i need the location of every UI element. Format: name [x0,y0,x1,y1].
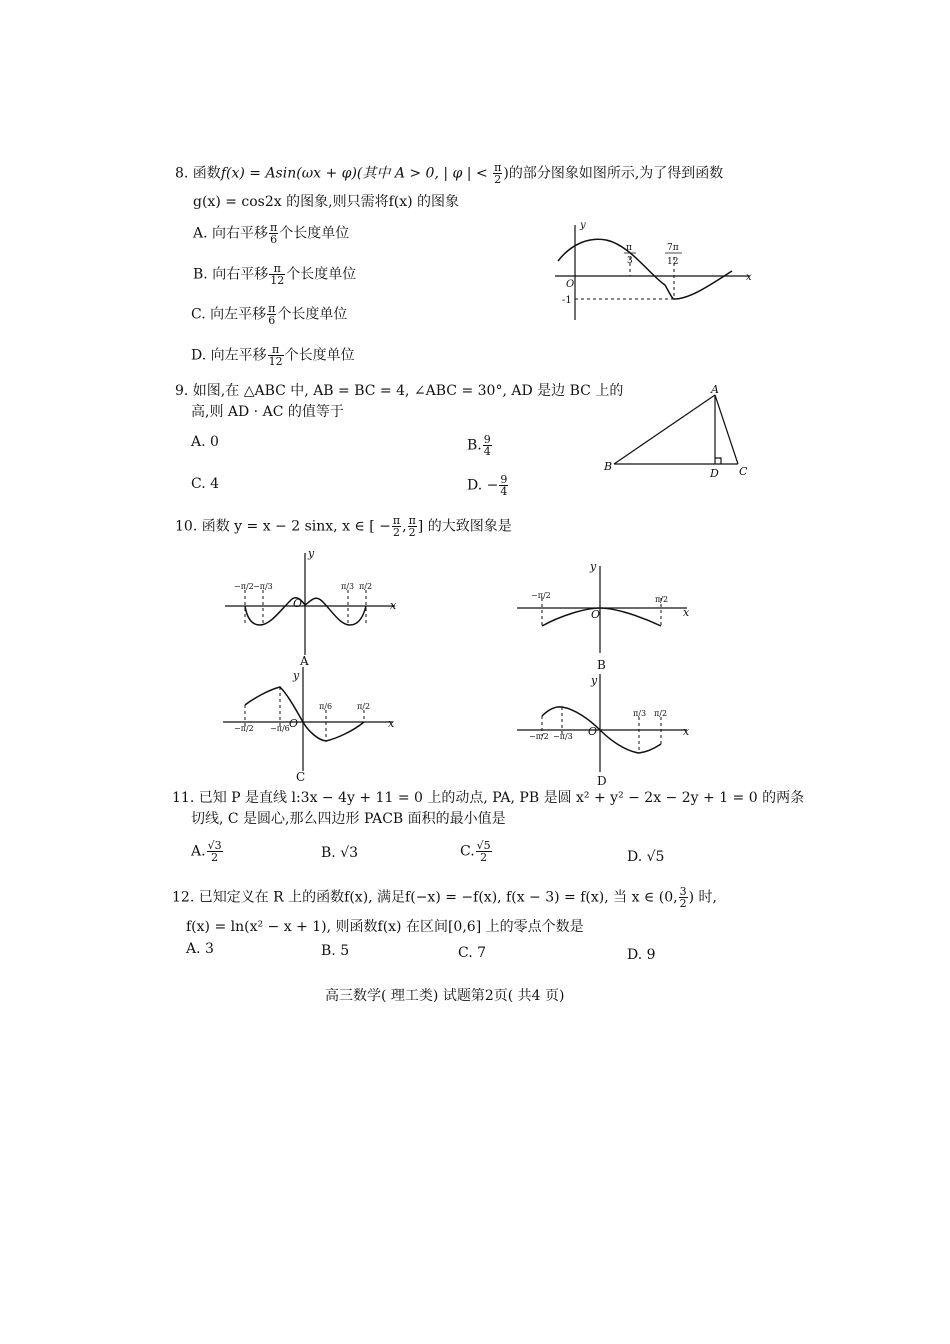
q8-label-pi3-den: 3 [627,256,633,266]
graph-a-caption: A [300,654,309,668]
q10-graph-c [218,665,403,785]
graph-d-label-origin: O [588,725,598,738]
graph-b-tick-neg-pi2: −π/2 [531,591,551,600]
q9-option-b: B. $\frac{9}{4}$ [467,433,491,458]
q8-label-7pi12-num: 7π [667,243,679,253]
graph-a-tick-neg-pi2: −π/2 [234,582,254,591]
q10-stem: 10. 函数 y = x − 2 sinx, x ∈ [ − $\frac{\pi}{2}$ , $\frac{\pi}{2}$ ] 的大致图象是 [175,514,512,539]
q8-option-b: B. 向右平移 $\frac{\pi}{12}$ 个长度单位 [193,262,357,287]
q8-stem-line1: 8. 函数f(x) = Asin(ωx + φ)(其中 A > 0, | φ | < $\frac{\pi}{2}$ )的部分图象如图所示,为了得到函数 [175,161,724,186]
q12-option-d: D. 9 [627,947,656,963]
q10-graph-a [220,545,405,670]
q8-label-7pi12-den: 12 [667,257,679,267]
graph-c-label-y: y [293,669,300,682]
q9-option-c: C. 4 [191,476,220,492]
q9-side-ac [715,395,738,464]
graph-a-tick-pi3: π/3 [341,582,355,591]
q11-stem-line2: 切线, C 是圆心,那么四边形 PACB 面积的最小值是 [191,811,506,827]
q9-triangle-figure [600,385,750,480]
graph-b-curve [542,608,661,626]
q11-option-a: A. $\frac{√3}{2}$ [191,839,222,864]
q11-stem-line1: 11. 已知 P 是直线 l:3x − 4y + 11 = 0 上的动点, PA, PB 是圆 x² + y² − 2x − 2y + 1 = 0 的两条 [172,790,805,806]
page-footer: 高三数学( 理工类) 试题第2页( 共4 页) [325,988,565,1004]
q10-graph-b [515,558,700,673]
graph-c-curve [245,687,364,741]
q8-option-a: A. 向右平移 $\frac{\pi}{6}$ 个长度单位 [193,221,350,246]
graph-c-tick-neg-pi2: −π/2 [234,724,254,733]
graph-b-caption: B [597,658,606,672]
q9-option-d: D. − $\frac{9}{4}$ [467,473,508,498]
q9-right-angle-mark [715,458,721,464]
q9-stem-line2: 高,则 AD · AC 的值等于 [191,404,344,420]
q12-stem-line2: f(x) = ln(x² − x + 1), 则函数f(x) 在区间[0,6] 上的零点个数是 [186,919,584,935]
q10-graph-d [515,672,700,792]
graph-b-label-x: x [683,606,690,619]
graph-d-label-y: y [591,674,598,687]
graph-c-caption: C [296,770,306,784]
graph-d-caption: D [597,774,607,788]
graph-c-tick-neg-pi6: −π/6 [270,724,290,733]
graph-b-label-y: y [590,560,597,573]
q9-label-c: C [739,465,748,478]
q9-label-b: B [604,460,613,473]
q9-side-ab [614,395,715,464]
q8-label-y: y [580,220,586,231]
graph-d-tick-pi2: π/2 [654,709,668,718]
q8-option-c: C. 向左平移 $\frac{\pi}{6}$ 个长度单位 [191,302,348,327]
q8-label-neg1: -1 [562,295,572,306]
q11-option-d: D. √5 [627,849,665,865]
q9-stem-line1: 9. 如图,在 △ABC 中, AB = BC = 4, ∠ABC = 30°, AD 是边 BC 上的 [175,383,624,399]
q8-label-origin: O [566,279,575,290]
graph-a-tick-neg-pi3: −π/3 [253,582,273,591]
q8-option-d: D. 向左平移 $\frac{\pi}{12}$ 个长度单位 [191,343,355,368]
graph-a-label-x: x [390,599,397,612]
graph-d-label-x: x [683,725,690,738]
graph-a-label-origin: O [293,597,303,610]
graph-d-tick-pi3: π/3 [633,709,647,718]
q11-option-b: B. √3 [321,845,359,861]
q9-label-d: D [710,467,719,480]
graph-c-label-origin: O [289,717,299,730]
q8-stem-line2: g(x) = cos2x 的图象,则只需将f(x) 的图象 [193,194,460,210]
graph-d-tick-neg-pi2: −π/2 [529,732,549,741]
q8-label-x: x [746,272,752,283]
q8-graph [550,215,760,325]
graph-d-tick-neg-pi3: −π/3 [553,732,573,741]
q12-option-c: C. 7 [458,945,487,961]
q11-option-c: C. $\frac{√5}{2}$ [460,839,491,864]
graph-a-label-y: y [308,547,315,560]
graph-c-label-x: x [388,717,395,730]
q9-option-a: A. 0 [191,434,219,450]
q8-label-pi3-num: π [626,243,632,253]
graph-a-tick-pi2: π/2 [359,582,373,591]
q12-option-b: B. 5 [321,943,350,959]
graph-b-label-origin: O [591,608,601,621]
graph-c-tick-pi6: π/6 [319,702,333,711]
graph-b-tick-pi2: π/2 [655,595,669,604]
q12-option-a: A. 3 [186,941,214,957]
q12-stem-line1: 12. 已知定义在 R 上的函数f(x), 满足f(−x) = −f(x), f(x − 3) = f(x), 当 x ∈ (0, $\frac{3}{2}$ ) 时, [172,885,717,910]
q9-label-a: A [711,383,719,396]
graph-c-tick-pi2: π/2 [357,702,371,711]
q8-curve [558,239,732,299]
